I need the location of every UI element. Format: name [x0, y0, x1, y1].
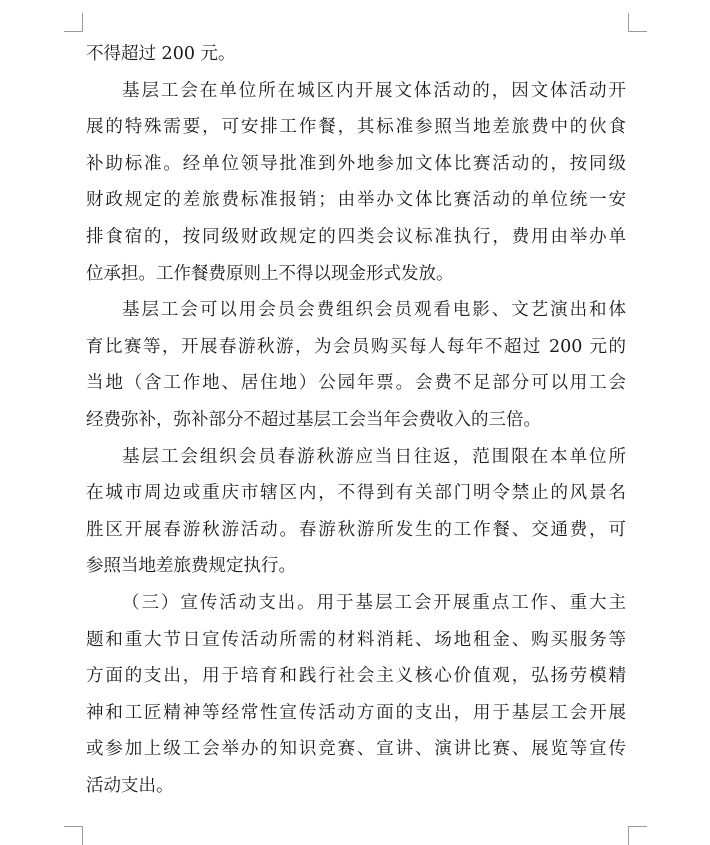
- text-line: 当地（含工作地、居住地）公园年票。会费不足部分可以用工会: [86, 373, 626, 394]
- text-line: 经费弥补，弥补部分不超过基层工会当年会费收入的三倍。: [86, 409, 541, 430]
- text-line: 位承担。工作餐费原则上不得以现金形式发放。: [86, 263, 454, 284]
- text-line: 胜区开展春游秋游活动。春游秋游所发生的工作餐、交通费，可: [86, 519, 626, 540]
- crop-mark-top-right: [628, 13, 647, 32]
- crop-mark-top-left: [64, 13, 83, 32]
- text-line: 不得超过 200 元。: [86, 44, 236, 64]
- text-line: 题和重大节日宣传活动所需的材料消耗、场地租金、购买服务等: [86, 629, 626, 650]
- text-line: 或参加上级工会举办的知识竞赛、宣讲、演讲比赛、展览等宣传: [86, 739, 626, 760]
- text-line: 神和工匠精神等经常性宣传活动方面的支出，用于基层工会开展: [86, 702, 626, 723]
- text-line: 方面的支出，用于培育和践行社会主义核心价值观，弘扬劳模精: [86, 666, 626, 687]
- crop-mark-bottom-left: [64, 826, 83, 845]
- text-line: 活动支出。: [86, 775, 174, 796]
- text-line: 基层工会可以用会员会费组织会员观看电影、文艺演出和体: [122, 300, 626, 321]
- text-line: 在城市周边或重庆市辖区内，不得到有关部门明令禁止的风景名: [86, 483, 626, 504]
- text-line: 基层工会组织会员春游秋游应当日往返，范围限在本单位所: [122, 446, 626, 467]
- text-line: （三）宣传活动支出。用于基层工会开展重点工作、重大主: [122, 592, 626, 613]
- text-line: 基层工会在单位所在城区内开展文体活动的，因文体活动开: [122, 80, 626, 101]
- document-body: [86, 36, 626, 804]
- text-line: 补助标准。经单位领导批准到外地参加文体比赛活动的，按同级: [86, 153, 626, 174]
- text-line: 育比赛等，开展春游秋游，为会员购买每人每年不超过 200 元的: [86, 336, 626, 357]
- text-line: 参照当地差旅费规定执行。: [86, 556, 296, 577]
- crop-mark-bottom-right: [628, 826, 647, 845]
- text-line: 财政规定的差旅费标准报销；由举办文体比赛活动的单位统一安: [86, 190, 626, 211]
- text-line: 展的特殊需要，可安排工作餐，其标准参照当地差旅费中的伙食: [86, 117, 626, 138]
- text-line: 排食宿的，按同级财政规定的四类会议标准执行，费用由举办单: [86, 226, 626, 247]
